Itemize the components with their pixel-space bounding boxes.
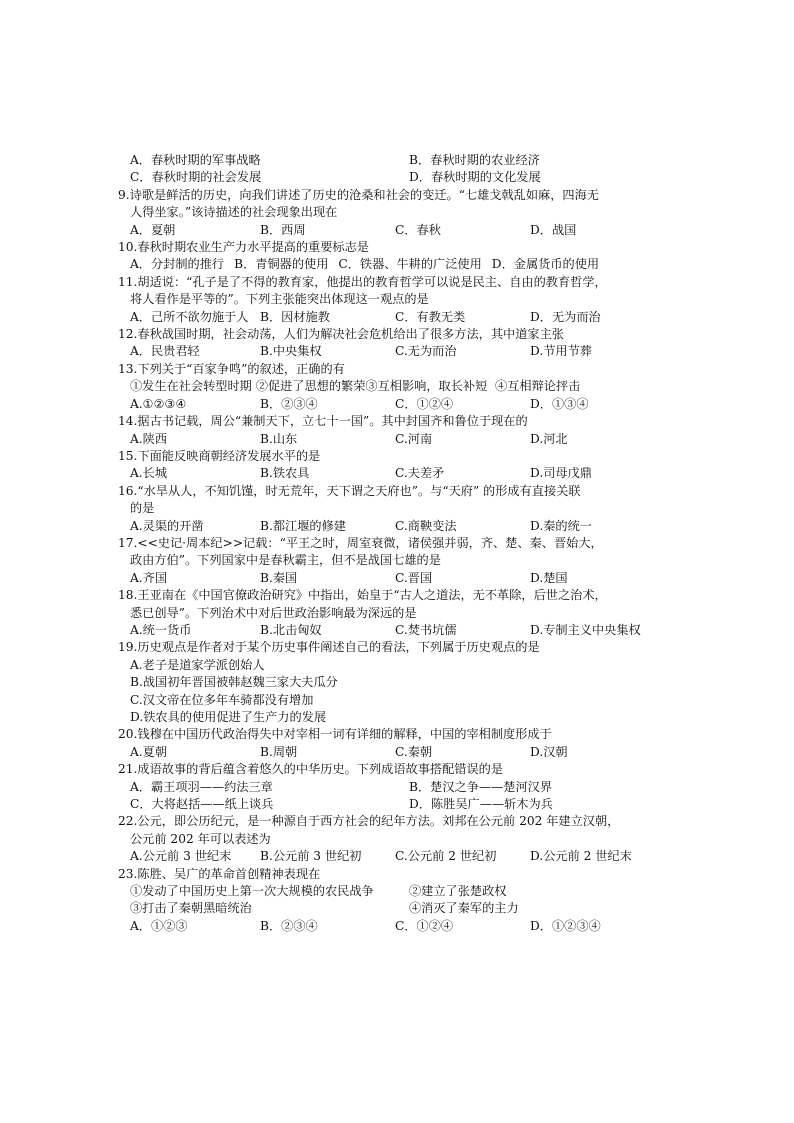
option-a: A.齐国 <box>130 570 168 585</box>
question-10-options <box>118 256 688 273</box>
question-23-statements <box>118 900 688 917</box>
question-17-stem: 17.<<史记·周本纪>>记载：“平王之时，周室衰微，诸侯强并弱，齐、楚、秦、晋始大， <box>118 535 603 550</box>
exam-page <box>118 152 688 935</box>
question-16-options <box>118 518 688 535</box>
question-11-options <box>118 309 688 326</box>
option-a: A．民贵君轻 <box>130 344 200 359</box>
option-d: D.公元前 2 世纪末 <box>530 849 632 864</box>
question-14-options <box>118 431 688 448</box>
option-b: B．②③④ <box>260 396 318 411</box>
option-d: D.铁农具的使用促进了生产力的发展 <box>130 710 327 724</box>
question-12-options <box>118 343 688 360</box>
option-c: C．春秋时期的社会发展 <box>130 170 262 185</box>
option-d: D.节用节葬 <box>530 344 592 359</box>
question-21-options <box>118 779 688 796</box>
option-d: D．金属货币的使用 <box>491 257 600 272</box>
question-21-stem: 21.成语故事的背后蕴含着悠久的中华历史。下列成语故事搭配错误的是 <box>118 762 504 777</box>
question-16-stem: 16.“水旱从人，不知饥馑，时无荒年，天下谓之天府也”。与“天府” 的形成有直接关联 <box>118 483 581 498</box>
option-c: C.晋国 <box>395 570 433 585</box>
option-b: B．②③④ <box>260 918 318 933</box>
option-d: D.秦的统一 <box>530 518 592 533</box>
question-18-stem-continued: 悉已创导”。下列治术中对后世政治影响最为深远的是 <box>130 605 417 620</box>
option-c: C．①②④ <box>395 396 454 411</box>
question-20-stem: 20.钱穆在中国历代政治得失中对宰相一词有详细的解释，中国的宰相制度形成于 <box>118 727 552 742</box>
question-23-options <box>118 918 688 935</box>
option-a: A.夏朝 <box>130 744 168 759</box>
question-22-options <box>118 848 688 865</box>
option-a: A.长城 <box>130 466 168 481</box>
option-d: D.汉朝 <box>530 744 568 759</box>
option-b: B.周朝 <box>260 744 298 759</box>
option-c: C.河南 <box>395 431 433 446</box>
option-a: A.灵渠的开凿 <box>130 518 204 533</box>
option-a: A．夏朝 <box>130 222 176 237</box>
question-12-stem: 12.春秋战国时期，社会动荡，人们为解决社会危机给出了很多方法，其中道家主张 <box>118 327 564 342</box>
option-c: C．大将赵括——纸上谈兵 <box>130 797 274 812</box>
option-a: A．①②③ <box>130 918 188 933</box>
option-b: B．西周 <box>260 222 306 237</box>
question-10-stem: 10.春秋时期农业生产力水平提高的重要标志是 <box>118 240 369 255</box>
option-a: A.①②③④ <box>130 396 187 411</box>
option-c: C．有教无类 <box>395 309 466 324</box>
option-c: C.商鞅变法 <box>395 518 457 533</box>
option-b: B.山东 <box>260 431 298 446</box>
statement-4: ④消灭了秦军的主力 <box>409 901 519 916</box>
question-16-stem-continued: 的是 <box>130 501 155 516</box>
option-d: D．战国 <box>530 222 577 237</box>
question-13-options <box>118 396 688 413</box>
option-c: C.汉文帝在位多年车骑都没有增加 <box>130 692 314 707</box>
option-a: A.陕西 <box>130 431 168 446</box>
option-d: D．春秋时期的文化发展 <box>409 170 541 185</box>
option-b: B.都江堰的修建 <box>260 518 346 533</box>
option-b: B.战国初年晋国被韩赵魏三家大夫瓜分 <box>130 675 338 690</box>
option-d: D.专制主义中央集权 <box>530 622 641 637</box>
option-a: A.老子是道家学派创始人 <box>130 657 265 672</box>
option-d: D.楚国 <box>530 570 568 585</box>
option-d: D．陈胜吴广——斩木为兵 <box>409 797 553 812</box>
question-23-stem: 23.陈胜、吴广的革命首创精神表现在 <box>118 866 321 881</box>
option-b: B.公元前 3 世纪初 <box>260 849 362 864</box>
option-d: D.司母戊鼎 <box>530 466 592 481</box>
option-c: C.无为而治 <box>395 344 457 359</box>
option-d: D．无为而治 <box>530 309 601 324</box>
question-17-stem-continued: 政由方伯”。下列国家中是春秋霸主，但不是战国七雄的是 <box>130 553 441 568</box>
question-9-stem-continued: 人得坐家。”该诗描述的社会现象出现在 <box>130 205 338 220</box>
option-a: A．己所不欲勿施于人 <box>130 309 249 324</box>
option-a: A．霸王项羽——约法三章 <box>130 779 273 794</box>
option-c: C．春秋 <box>395 222 441 237</box>
option-c: C．铁器、牛耕的广泛使用 <box>338 257 482 272</box>
option-d: D.河北 <box>530 431 568 446</box>
option-d: D．①②③④ <box>530 918 601 933</box>
question-21-options <box>118 796 688 813</box>
option-b: B．春秋时期的农业经济 <box>409 153 540 167</box>
option-b: B.中央集权 <box>260 344 322 359</box>
option-d: D．①③④ <box>530 396 589 411</box>
question-23-statements <box>118 883 688 900</box>
statement-2: ②建立了张楚政权 <box>409 884 507 899</box>
option-a: A．分封制的推行 <box>130 257 225 272</box>
statement-3: ③打击了秦朝黑暗统治 <box>130 901 252 916</box>
question-17-options <box>118 570 688 587</box>
option-b: B.北击匈奴 <box>260 622 322 637</box>
option-c: C．①②④ <box>395 918 454 933</box>
options-row <box>118 152 688 169</box>
option-c: C.夫差矛 <box>395 466 445 481</box>
question-11-stem-continued: 将人看作是平等的”。下列主张能突出体现这一观点的是 <box>130 292 429 307</box>
question-9-stem: 9.诗歌是鲜活的历史，向我们讲述了历史的沧桑和社会的变迁。“七雄戈戟乱如麻，四海无 <box>118 187 599 202</box>
question-18-options <box>118 622 688 639</box>
question-14-stem: 14.据古书记载，周公“兼制天下，立七十一国”。其中封国齐和鲁位于现在的 <box>118 414 528 429</box>
question-22-stem-continued: 公元前 202 年可以表述为 <box>130 831 271 846</box>
question-9-options <box>118 222 688 239</box>
question-20-options <box>118 744 688 761</box>
option-a: A．春秋时期的军事战略 <box>130 153 261 167</box>
question-11-stem: 11.胡适说：“孔子是了不得的教育家，他提出的教育哲学可以说是民主、自由的教育哲学， <box>118 274 607 289</box>
options-row <box>118 169 688 186</box>
option-b: B．楚汉之争——楚河汉界 <box>409 779 553 794</box>
question-15-stem: 15.下面能反映商朝经济发展水平的是 <box>118 448 321 463</box>
option-a: A.公元前 3 世纪末 <box>130 849 232 864</box>
question-18-stem: 18.王亚南在《中国官僚政治研究》中指出，始皇于“古人之道法，无不革除，后世之治术， <box>118 588 607 603</box>
option-b: B.秦国 <box>260 570 298 585</box>
question-13-stem: 13.下列关于“百家争鸣”的叙述，正确的有 <box>118 361 345 376</box>
question-19-stem: 19.历史观点是作者对于某个历史事件阐述自己的看法，下列属于历史观点的是 <box>118 640 540 655</box>
question-13-statements: ①发生在社会转型时期 ②促进了思想的繁荣③互相影响，取长补短 ④互相辩论抨击 <box>130 379 581 394</box>
question-15-options <box>118 465 688 482</box>
option-c: C.秦朝 <box>395 744 433 759</box>
option-c: C.公元前 2 世纪初 <box>395 849 497 864</box>
question-22-stem: 22.公元，即公历纪元，是一种源自于西方社会的纪年方法。刘邦在公元前 202 年建立汉朝， <box>118 814 620 829</box>
option-a: A.统一货币 <box>130 622 192 637</box>
option-b: B.铁农具 <box>260 466 310 481</box>
statement-1: ①发动了中国历史上第一次大规模的农民战争 <box>130 884 374 899</box>
option-c: C.焚书坑儒 <box>395 622 457 637</box>
option-b: B．青铜器的使用 <box>234 257 329 272</box>
option-b: B．因材施教 <box>260 309 330 324</box>
